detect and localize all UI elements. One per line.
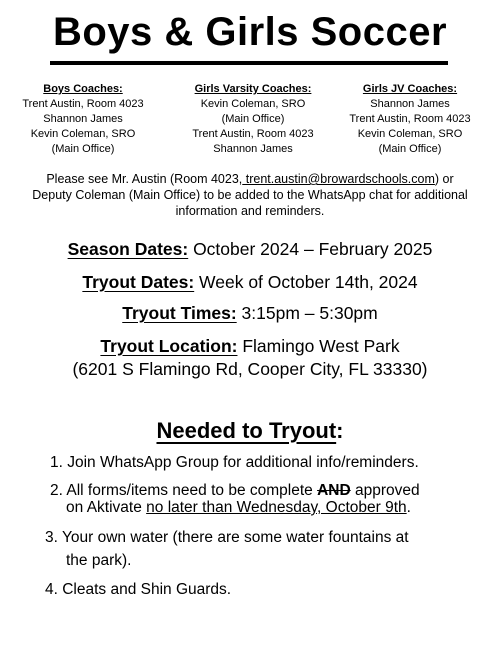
girls-jv-coaches-column <box>342 82 478 157</box>
coach-line: Trent Austin, Room 4023 <box>192 128 314 140</box>
tryout-location-label: Tryout Location: <box>100 336 238 356</box>
tryout-location-line <box>0 335 500 357</box>
needed-heading-text: Needed to Tryout <box>156 418 337 443</box>
coach-line: Trent Austin, Room 4023 <box>349 113 471 125</box>
coach-line: (Main Office) <box>378 143 442 155</box>
item-text: approved <box>350 482 420 499</box>
item-text: . <box>406 499 411 516</box>
coach-line: Trent Austin, Room 4023 <box>22 98 144 110</box>
girls-jv-coaches-heading: Girls JV Coaches: <box>362 83 458 95</box>
coach-email-link[interactable]: trent.austin@browardschools.com <box>242 172 435 186</box>
page-title: Boys & Girls Soccer <box>52 10 448 54</box>
coach-line: Kevin Coleman, SRO <box>357 128 463 140</box>
tryout-location-address: (6201 S Flamingo Rd, Cooper City, FL 33330) <box>72 359 428 379</box>
list-item-continuation: the park). <box>66 552 132 569</box>
whatsapp-notice <box>26 171 474 219</box>
struck-text: AND <box>317 482 351 499</box>
boys-coaches-heading: Boys Coaches: <box>43 83 123 95</box>
girls-varsity-coaches-column <box>180 82 326 157</box>
notice-text-start: Please see Mr. Austin (Room 4023, <box>46 172 243 186</box>
list-item-continuation <box>66 498 411 518</box>
tryout-times-value: 3:15pm – 5:30pm <box>236 303 378 323</box>
tryout-dates-value: Week of October 14th, 2024 <box>194 272 418 292</box>
item-text: 2. All forms/items need to be complete <box>50 482 318 499</box>
coach-line: (Main Office) <box>51 143 115 155</box>
tryout-location-value: Flamingo West Park <box>237 336 400 356</box>
tryout-dates-label: Tryout Dates: <box>82 272 195 292</box>
tryout-dates-line <box>0 271 500 293</box>
boys-coaches-column <box>18 82 148 157</box>
coach-line: Shannon James <box>213 143 293 155</box>
girls-varsity-coaches-heading: Girls Varsity Coaches: <box>194 83 312 95</box>
coach-line: Shannon James <box>43 113 123 125</box>
tryout-times-line <box>0 302 500 324</box>
list-item: 1. Join WhatsApp Group for additional info/reminders. <box>50 454 419 471</box>
item-text: on Aktivate <box>66 499 147 516</box>
needed-to-tryout-heading <box>0 417 500 445</box>
title-underline <box>50 61 448 65</box>
list-item: 4. Cleats and Shin Guards. <box>45 581 232 598</box>
coach-line: Shannon James <box>370 98 450 110</box>
needed-heading-colon: : <box>336 418 344 443</box>
notice-text-end: ) or Deputy Coleman (Main Office) to be added to the WhatsApp chat for additional information and reminders. <box>32 172 468 218</box>
coach-line: Kevin Coleman, SRO <box>200 98 306 110</box>
tryout-times-label: Tryout Times: <box>122 303 237 323</box>
list-item: 3. Your own water (there are some water fountains at <box>45 529 409 546</box>
deadline-text: no later than Wednesday, October 9th <box>146 499 407 516</box>
season-dates-label: Season Dates: <box>67 239 189 259</box>
season-dates-line <box>0 238 500 260</box>
season-dates-value: October 2024 – February 2025 <box>188 239 433 259</box>
coach-line: Kevin Coleman, SRO <box>30 128 136 140</box>
coach-line: (Main Office) <box>221 113 285 125</box>
